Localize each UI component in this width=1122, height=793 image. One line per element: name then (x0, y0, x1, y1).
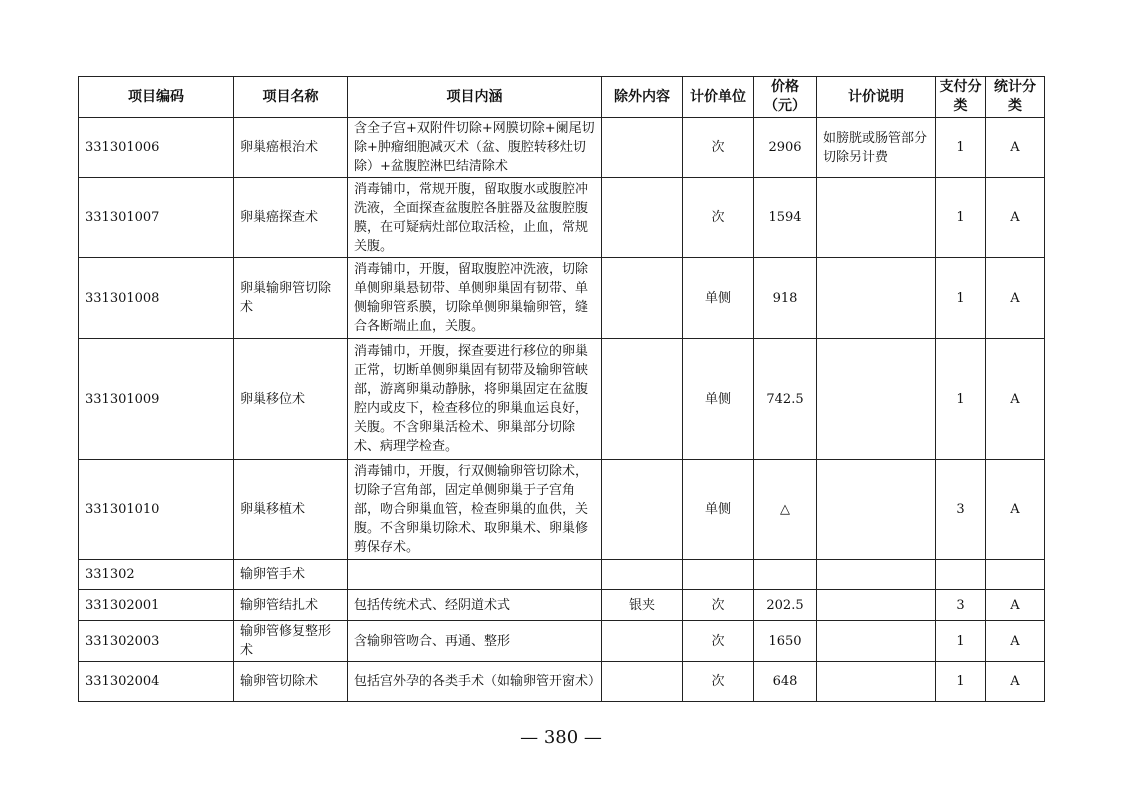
cell-name: 卵巢移位术 (234, 339, 348, 460)
cell-unit: 单侧 (683, 460, 754, 560)
cell-exclude (602, 662, 683, 702)
cell-note (817, 339, 936, 460)
cell-unit: 次 (683, 662, 754, 702)
cell-content: 消毒铺巾，常规开腹，留取腹水或腹腔冲洗液，全面探查盆腹腔各脏器及盆腹腔腹膜，在可疑病灶部位取活检，止血，常规关腹。 (348, 178, 602, 258)
cell-exclude (602, 178, 683, 258)
cell-code: 331301008 (79, 258, 234, 339)
table-row (79, 118, 1045, 178)
header-note: 计价说明 (817, 77, 936, 118)
cell-note (817, 258, 936, 339)
table-row (79, 590, 1045, 621)
table-row (79, 621, 1045, 662)
cell-pay: 1 (936, 339, 986, 460)
cell-price: △ (754, 460, 817, 560)
cell-unit: 次 (683, 118, 754, 178)
cell-stat: A (986, 178, 1045, 258)
table-row (79, 662, 1045, 702)
cell-stat: A (986, 339, 1045, 460)
header-unit: 计价单位 (683, 77, 754, 118)
cell-price: 2906 (754, 118, 817, 178)
cell-stat: A (986, 118, 1045, 178)
cell-code: 331302004 (79, 662, 234, 702)
cell-price: 648 (754, 662, 817, 702)
cell-pay: 1 (936, 662, 986, 702)
cell-exclude (602, 118, 683, 178)
table-row (79, 339, 1045, 460)
cell-price: 202.5 (754, 590, 817, 621)
cell-exclude (602, 258, 683, 339)
cell-content (348, 560, 602, 590)
cell-unit (683, 560, 754, 590)
cell-pay: 1 (936, 258, 986, 339)
cell-name: 卵巢癌探查术 (234, 178, 348, 258)
cell-code: 331301007 (79, 178, 234, 258)
cell-unit: 单侧 (683, 339, 754, 460)
table-row (79, 560, 1045, 590)
cell-code: 331302003 (79, 621, 234, 662)
cell-code: 331301010 (79, 460, 234, 560)
cell-name: 输卵管结扎术 (234, 590, 348, 621)
cell-code: 331302001 (79, 590, 234, 621)
cell-name: 输卵管切除术 (234, 662, 348, 702)
cell-pay (936, 560, 986, 590)
cell-note: 如膀胱或肠管部分切除另计费 (817, 118, 936, 178)
cell-stat: A (986, 258, 1045, 339)
cell-note (817, 178, 936, 258)
header-name: 项目名称 (234, 77, 348, 118)
cell-name: 输卵管修复整形术 (234, 621, 348, 662)
cell-pay: 3 (936, 460, 986, 560)
cell-stat: A (986, 662, 1045, 702)
cell-unit: 次 (683, 590, 754, 621)
cell-stat (986, 560, 1045, 590)
cell-name: 卵巢癌根治术 (234, 118, 348, 178)
cell-price (754, 560, 817, 590)
cell-content: 包括传统术式、经阴道术式 (348, 590, 602, 621)
cell-exclude: 银夹 (602, 590, 683, 621)
cell-pay: 1 (936, 178, 986, 258)
cell-code: 331302 (79, 560, 234, 590)
cell-name: 卵巢移植术 (234, 460, 348, 560)
cell-price: 742.5 (754, 339, 817, 460)
cell-note (817, 560, 936, 590)
cell-code: 331301006 (79, 118, 234, 178)
cell-price: 1650 (754, 621, 817, 662)
cell-content: 消毒铺巾，开腹，探查要进行移位的卵巢正常，切断单侧卵巢固有韧带及输卵管峡部，游离卵巢动静脉，将卵巢固定在盆腹腔内或皮下，检查移位的卵巢血运良好，关腹。不含卵巢活检术、卵巢部分切除术、病理学检查。 (348, 339, 602, 460)
cell-stat: A (986, 621, 1045, 662)
cell-unit: 次 (683, 178, 754, 258)
cell-pay: 3 (936, 590, 986, 621)
cell-price: 918 (754, 258, 817, 339)
page-number: — 380 — (520, 727, 602, 748)
cell-stat: A (986, 590, 1045, 621)
cell-pay: 1 (936, 118, 986, 178)
header-row (79, 77, 1045, 118)
table-row (79, 178, 1045, 258)
cell-content: 消毒铺巾，开腹，留取腹腔冲洗液，切除单侧卵巢悬韧带、单侧卵巢固有韧带、单侧输卵管系膜，切除单侧卵巢输卵管，缝合各断端止血，关腹。 (348, 258, 602, 339)
cell-name: 卵巢输卵管切除术 (234, 258, 348, 339)
cell-name: 输卵管手术 (234, 560, 348, 590)
table-row (79, 258, 1045, 339)
cell-note (817, 662, 936, 702)
header-exclude: 除外内容 (602, 77, 683, 118)
header-pay: 支付分类 (936, 77, 986, 118)
cell-content: 包括宫外孕的各类手术（如输卵管开窗术） (348, 662, 602, 702)
cell-exclude (602, 339, 683, 460)
cell-unit: 单侧 (683, 258, 754, 339)
cell-exclude (602, 460, 683, 560)
cell-exclude (602, 560, 683, 590)
cell-note (817, 590, 936, 621)
cell-pay: 1 (936, 621, 986, 662)
cell-note (817, 460, 936, 560)
pricing-table (78, 76, 1045, 702)
cell-exclude (602, 621, 683, 662)
cell-content: 含全子宫+双附件切除+网膜切除+阑尾切除+肿瘤细胞减灭术（盆、腹腔转移灶切除）+盆腹腔淋巴结清除术 (348, 118, 602, 178)
cell-note (817, 621, 936, 662)
cell-stat: A (986, 460, 1045, 560)
table-row (79, 460, 1045, 560)
cell-content: 消毒铺巾，开腹，行双侧输卵管切除术，切除子宫角部，固定单侧卵巢于子宫角部，吻合卵巢血管，检查卵巢的血供，关腹。不含卵巢切除术、取卵巢术、卵巢修剪保存术。 (348, 460, 602, 560)
header-price: 价格（元） (754, 77, 817, 118)
cell-unit: 次 (683, 621, 754, 662)
cell-code: 331301009 (79, 339, 234, 460)
cell-content: 含输卵管吻合、再通、整形 (348, 621, 602, 662)
header-content: 项目内涵 (348, 77, 602, 118)
cell-price: 1594 (754, 178, 817, 258)
header-stat: 统计分类 (986, 77, 1045, 118)
header-code: 项目编码 (79, 77, 234, 118)
